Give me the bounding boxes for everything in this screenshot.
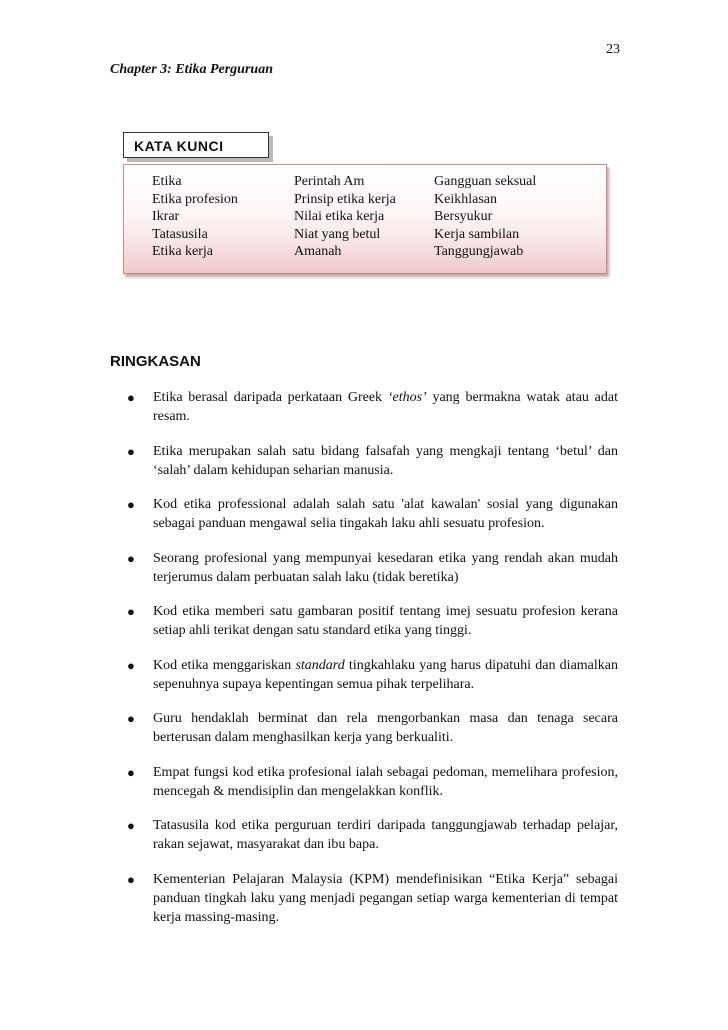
keyword: Ikrar — [152, 209, 180, 224]
summary-item: ● Kod etika menggariskan standard tingkahlaku yang harus dipatuhi dan diamalkan sepenuhnya supaya kepentingan semua pihak terpelihara. — [127, 657, 618, 692]
bullet-icon: ● — [127, 390, 135, 405]
keyword: Niat yang betul — [294, 226, 381, 242]
bullet-icon: ● — [127, 443, 135, 459]
keyword: Amanah — [294, 244, 342, 259]
summary-item: ● Kod etika professional adalah salah satu 'alat kawalan' sosial yang digunakan sebagai panduan mengawal selia tingakah laku ahli sesuatu profesion. — [127, 497, 618, 531]
bullet-icon: ● — [127, 711, 135, 726]
keyword: Prinsip etika kerja — [294, 191, 396, 207]
keyword-column-3 — [434, 173, 536, 261]
chapter-title: Chapter 3: Etika Perguruan — [110, 62, 273, 77]
keyword: Bersyukur — [434, 209, 493, 224]
bullet-icon: ● — [127, 764, 135, 780]
section-title-ringkasan: RINGKASAN — [110, 353, 201, 370]
keyword-column-1 — [152, 173, 238, 261]
keyword: Gangguan seksual — [434, 174, 537, 189]
keyword-column-2 — [294, 173, 396, 261]
kata-kunci-label: KATA KUNCI — [123, 132, 269, 158]
bullet-icon: ● — [127, 497, 135, 512]
summary-item: ● Tatasusila kod etika perguruan terdiri daripada tanggungjawab terhadap pelajar, rakan sejawat, masyarakat dan ibu bapa. — [127, 818, 618, 852]
bullet-icon: ● — [127, 871, 135, 887]
summary-item: ● Kementerian Pelajaran Malaysia (KPM) mendefinisikan “Etika Kerja” sebagai panduan tingkah laku yang menjadi pegangan setiap warga kementerian di tempat kerja massing-masing. — [127, 871, 618, 925]
summary-item: ● Etika merupakan salah satu bidang falsafah yang mengkaji tentang ‘betul’ dan ‘salah’ dalam kehidupan seharian manusia. — [127, 443, 618, 478]
summary-item: ● Kod etika memberi satu gambaran positif tentang imej sesuatu profesion kerana setiap ahli terikat dengan satu standard etika yang tinggi. — [127, 604, 618, 638]
keyword: Etika — [152, 174, 182, 189]
summary-item: ● Empat fungsi kod etika profesional ialah sebagai pedoman, memelihara profesion, mencegah & mendisiplin dan mengelakkan konflik. — [127, 764, 618, 799]
keyword: Tatasusila — [152, 226, 208, 242]
keyword: Tanggungjawab — [434, 244, 524, 259]
summary-item: ● Guru hendaklah berminat dan rela mengorbankan masa dan tenaga secara berterusan dalam menghasilkan kerja yang berkualiti. — [127, 711, 618, 745]
bullet-icon: ● — [127, 818, 135, 833]
keyword-box — [123, 164, 607, 274]
keyword: Keikhlasan — [434, 191, 497, 207]
bullet-icon: ● — [127, 604, 135, 619]
keyword: Kerja sambilan — [434, 226, 520, 242]
summary-item: ● Etika berasal daripada perkataan Greek ‘ethos’ yang bermakna watak atau adat resam. — [127, 390, 618, 424]
summary-item: ● Seorang profesional yang mempunyai kesedaran etika yang rendah akan mudah terjerumus dalam perbuatan salah laku (tidak beretika) — [127, 550, 618, 585]
keyword: Etika kerja — [152, 244, 214, 259]
bullet-icon: ● — [127, 550, 135, 566]
keyword: Perintah Am — [294, 174, 365, 189]
summary-list — [125, 388, 618, 942]
page-number: 23 — [606, 42, 620, 57]
keyword: Nilai etika kerja — [294, 209, 385, 224]
bullet-icon: ● — [127, 657, 135, 673]
keyword: Etika profesion — [152, 191, 238, 207]
